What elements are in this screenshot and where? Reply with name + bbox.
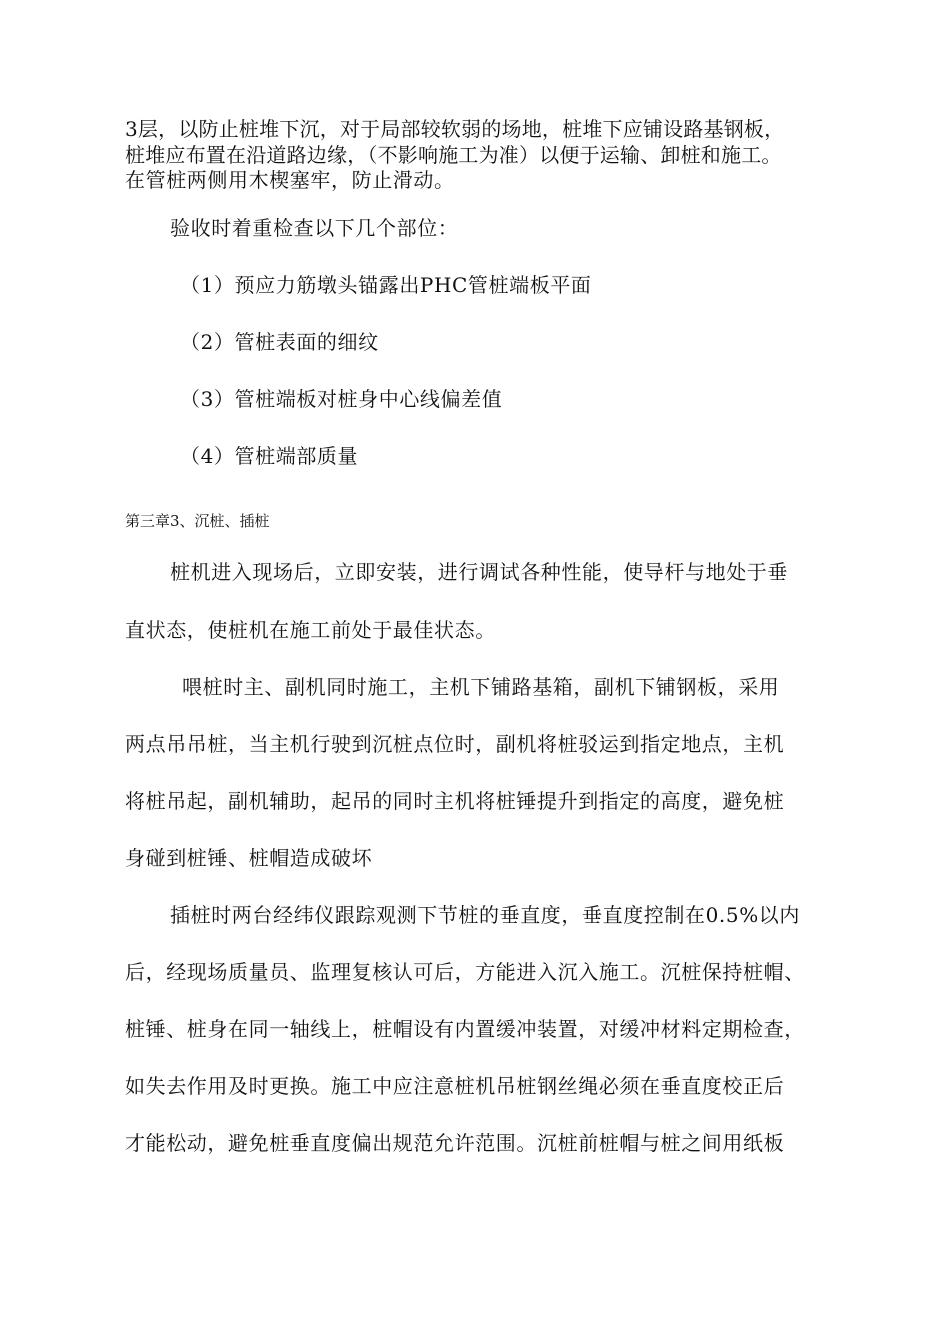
paragraph-4-line-4: 如失去作用及时更换。施工中应注意桩机吊桩钢丝绳必须在垂直度校正后 <box>125 1074 785 1098</box>
inspection-intro: 验收时着重检查以下几个部位： <box>170 216 459 240</box>
paragraph-3-line-3: 将桩吊起，副机辅助，起吊的同时主机将桩锤提升到指定的高度，避免桩 <box>125 789 785 813</box>
paragraph-2-line-2: 直状态，使桩机在施工前处于最佳状态。 <box>125 618 496 642</box>
paragraph-3-line-2: 两点吊吊桩，当主机行驶到沉桩点位时，副机将桩驳运到指定地点，主机 <box>125 732 785 756</box>
inspection-item-3: （3）管桩端板对桩身中心线偏差值 <box>180 387 503 411</box>
inspection-item-2: （2）管桩表面的细纹 <box>180 330 379 354</box>
paragraph-2-line-1: 桩机进入现场后，立即安装，进行调试各种性能，使导杆与地处于垂 <box>170 560 788 584</box>
paragraph-1-line-3: 在管桩两侧用木楔塞牢，防止滑动。 <box>125 168 455 192</box>
paragraph-4-line-5: 才能松动，避免桩垂直度偏出规范允许范围。沉桩前桩帽与桩之间用纸板 <box>125 1131 785 1155</box>
paragraph-4-line-3: 桩锤、桩身在同一轴线上，桩帽设有内置缓冲装置，对缓冲材料定期检查， <box>125 1017 805 1041</box>
paragraph-3-line-1: 喂桩时主、副机同时施工，主机下铺路基箱，副机下铺钢板，采用 <box>182 675 780 699</box>
paragraph-4-line-1: 插桩时两台经纬仪跟踪观测下节桩的垂直度，垂直度控制在0.5%以内 <box>170 903 801 927</box>
chapter-heading: 第三章3、沉桩、插桩 <box>125 512 270 530</box>
paragraph-3-line-4: 身碰到桩锤、桩帽造成破坏 <box>125 846 373 870</box>
inspection-item-1: （1）预应力筋墩头锚露出PHC管桩端板平面 <box>180 273 592 297</box>
paragraph-1-line-1: 3层，以防止桩堆下沉，对于局部较软弱的场地，桩堆下应铺设路基钢板， <box>125 117 785 141</box>
paragraph-4-line-2: 后，经现场质量员、监理复核认可后，方能进入沉入施工。沉桩保持桩帽、 <box>125 960 805 984</box>
paragraph-1-line-2: 桩堆应布置在沿道路边缘，（不影响施工为准）以便于运输、卸桩和施工。 <box>125 143 782 167</box>
inspection-item-4: （4）管桩端部质量 <box>180 444 359 468</box>
